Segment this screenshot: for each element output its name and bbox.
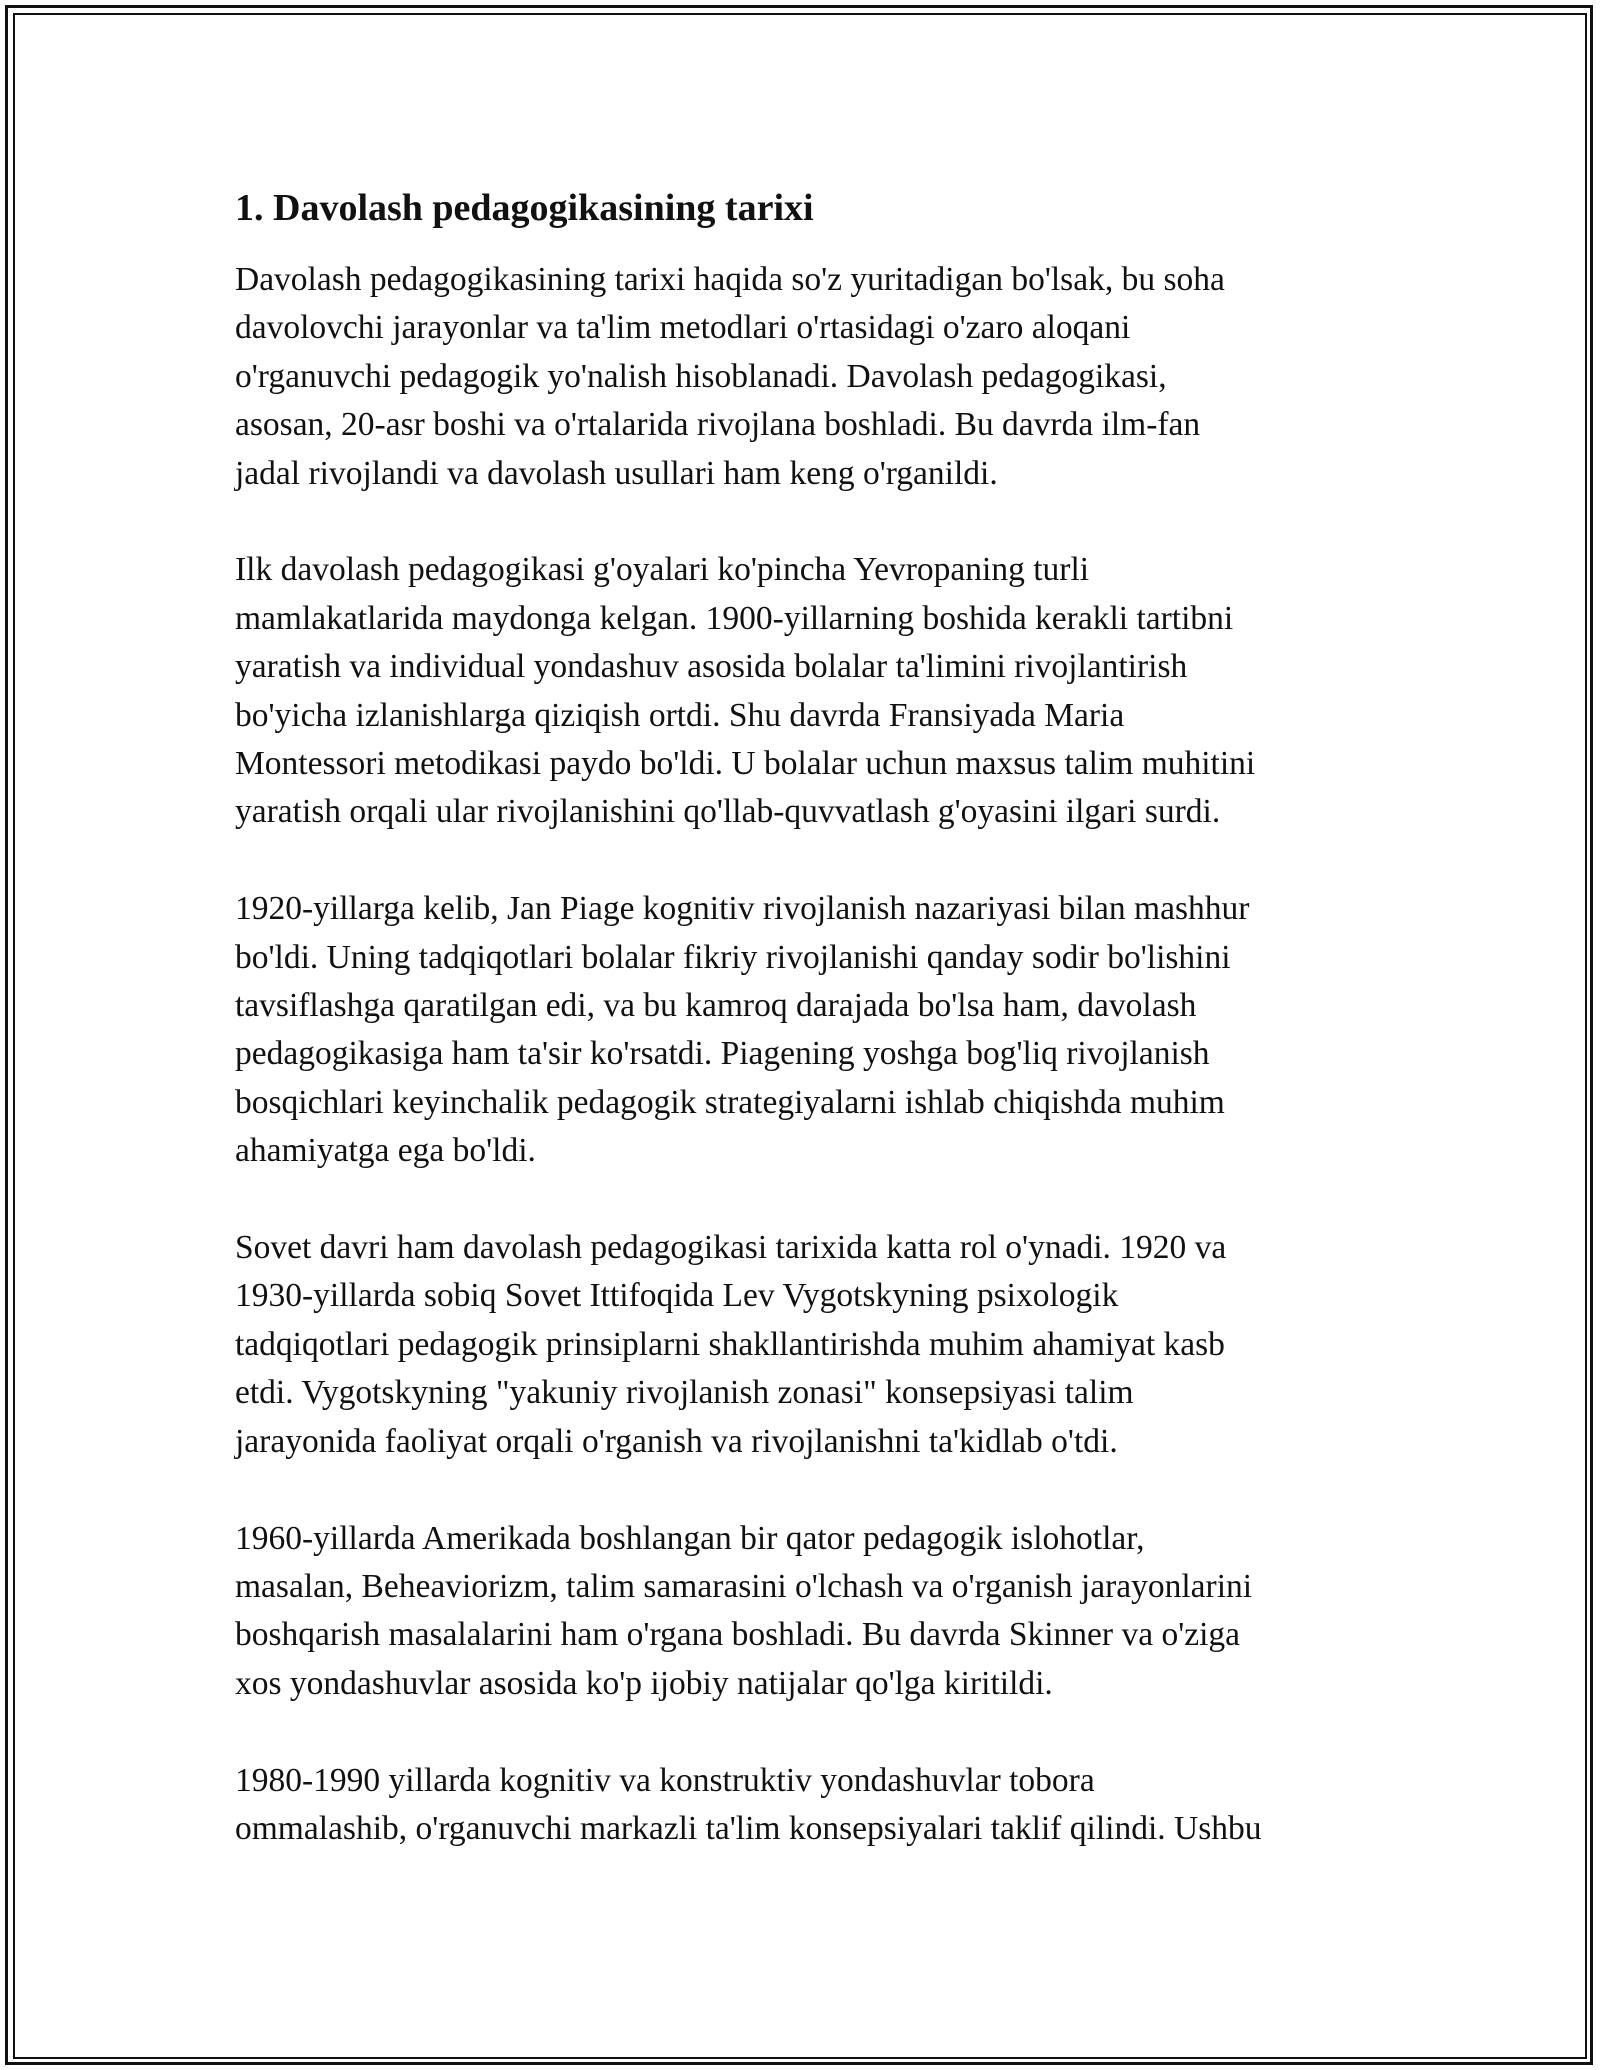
paragraph-list — [235, 256, 1385, 1853]
paragraph-line: bo'ldi. Uning tadqiqotlari bolalar fikriy rivojlanishi qanday sodir bo'lishini — [235, 938, 1231, 976]
paragraph-line: asosan, 20-asr boshi va o'rtalarida rivojlana boshladi. Bu davrda ilm-fan — [235, 406, 1201, 444]
paragraph-line: Montessori metodikasi paydo bo'ldi. U bolalar uchun maxsus talim muhitini — [235, 745, 1256, 783]
paragraph-line: 1960-yillarda Amerikada boshlangan bir qator pedagogik islohotlar, — [235, 1519, 1145, 1557]
paragraph-line: Sovet davri ham davolash pedagogikasi tarixida katta rol o'ynadi. 1920 va — [235, 1229, 1227, 1267]
paragraph-4 — [235, 1224, 1385, 1466]
paragraph-line: 1930-yillarda sobiq Sovet Ittifoqida Lev Vygotskyning psixologik — [235, 1277, 1119, 1315]
paragraph-1 — [235, 256, 1385, 498]
paragraph-line: 1980-1990 yillarda kognitiv va konstruktiv yondashuvlar tobora — [235, 1761, 1095, 1799]
paragraph-line: jarayonida faoliyat orqali o'rganish va rivojlanishni ta'kidlab o'tdi. — [235, 1422, 1118, 1460]
paragraph-2 — [235, 546, 1385, 836]
paragraph-line: ahamiyatga ega bo'ldi. — [235, 1132, 536, 1170]
paragraph-line: tadqiqotlari pedagogik prinsiplarni shakllantirishda muhim ahamiyat kasb — [235, 1325, 1225, 1363]
paragraph-6 — [235, 1757, 1385, 1854]
paragraph-line: pedagogikasiga ham ta'sir ko'rsatdi. Piagening yoshga bog'liq rivojlanish — [235, 1035, 1210, 1073]
paragraph-line: yaratish va individual yondashuv asosida bolalar ta'limini rivojlantirish — [235, 648, 1188, 686]
paragraph-line: boshqarish masalalarini ham o'rgana boshladi. Bu davrda Skinner va o'ziga — [235, 1616, 1241, 1654]
paragraph-line: jadal rivojlandi va davolash usullari ham keng o'rganildi. — [235, 454, 998, 492]
paragraph-5 — [235, 1515, 1385, 1709]
paragraph-line: masalan, Beheaviorizm, talim samarasini o'lchash va o'rganish jarayonlarini — [235, 1567, 1253, 1605]
paragraph-line: davolovchi jarayonlar va ta'lim metodlari o'rtasidagi o'zaro aloqani — [235, 309, 1131, 347]
paragraph-line: etdi. Vygotskyning "yakuniy rivojlanish zonasi" konsepsiyasi talim — [235, 1374, 1134, 1412]
paragraph-line: o'rganuvchi pedagogik yo'nalish hisoblanadi. Davolash pedagogikasi, — [235, 357, 1167, 395]
paragraph-3 — [235, 885, 1385, 1175]
document-body — [235, 180, 1385, 1902]
section-heading: 1. Davolash pedagogikasining tarixi — [235, 187, 814, 229]
paragraph-line: bo'yicha izlanishlarga qiziqish ortdi. Shu davrda Fransiyada Maria — [235, 696, 1125, 734]
paragraph-line: mamlakatlarida maydonga kelgan. 1900-yillarning boshida kerakli tartibni — [235, 599, 1234, 637]
paragraph-line: tavsiflashga qaratilgan edi, va bu kamroq darajada bo'lsa ham, davolash — [235, 987, 1197, 1025]
paragraph-line: 1920-yillarga kelib, Jan Piage kognitiv rivojlanish nazariyasi bilan mashhur — [235, 890, 1250, 928]
paragraph-line: Ilk davolash pedagogikasi g'oyalari ko'pincha Yevropaning turli — [235, 551, 1090, 589]
paragraph-line: bosqichlari keyinchalik pedagogik strategiyalarni ishlab chiqishda muhim — [235, 1083, 1225, 1121]
paragraph-line: yaratish orqali ular rivojlanishini qo'llab-quvvatlash g'oyasini ilgari surdi. — [235, 793, 1221, 831]
paragraph-line: xos yondashuvlar asosida ko'p ijobiy natijalar qo'lga kiritildi. — [235, 1664, 1053, 1702]
paragraph-line: ommalashib, o'rganuvchi markazli ta'lim konsepsiyalari taklif qilindi. Ushbu — [235, 1809, 1262, 1847]
paragraph-line: Davolash pedagogikasining tarixi haqida so'z yuritadigan bo'lsak, bu soha — [235, 261, 1225, 298]
